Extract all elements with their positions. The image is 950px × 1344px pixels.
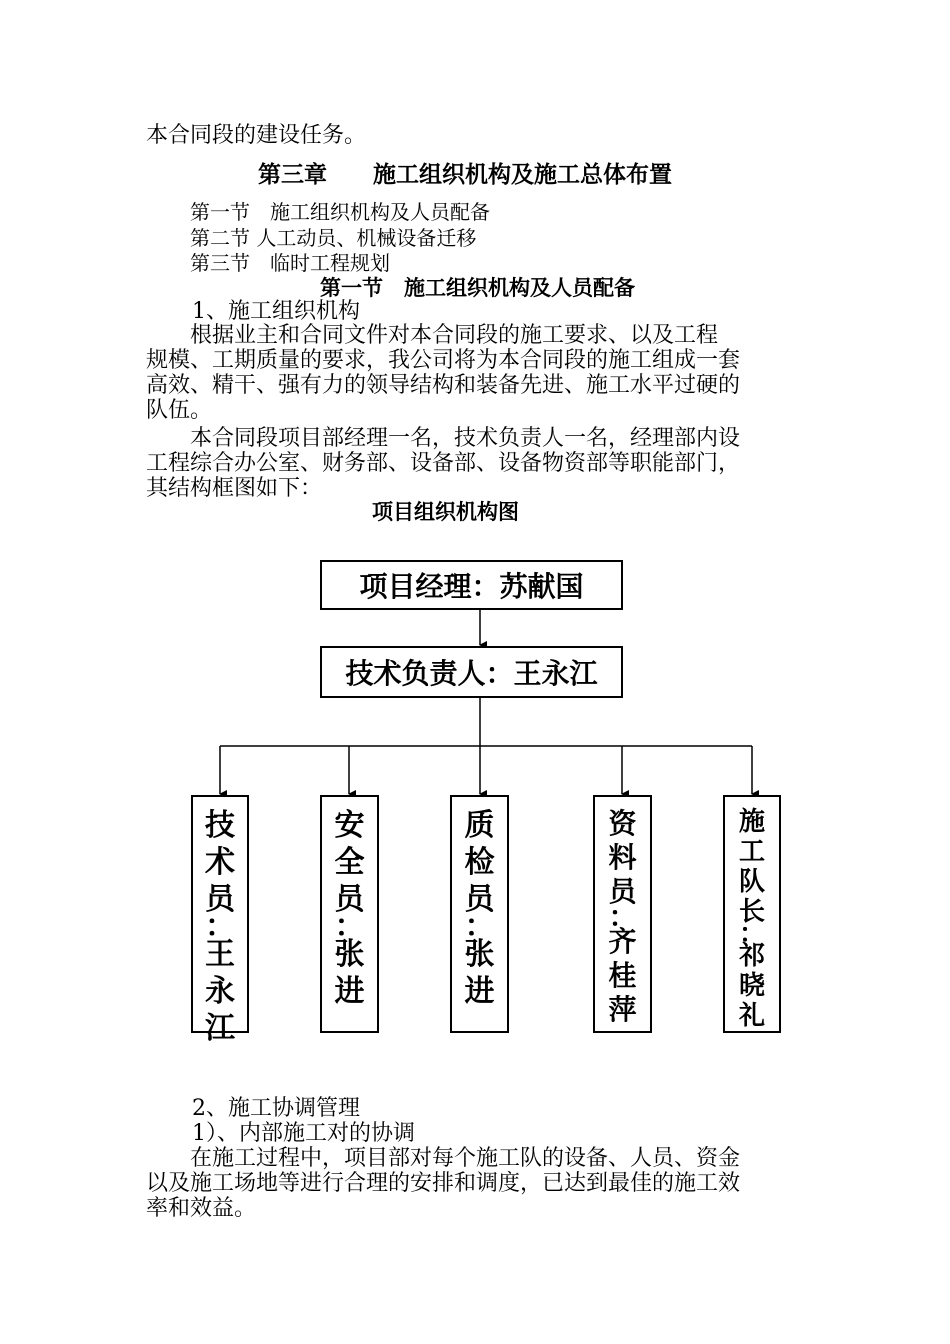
member-box-tech: 技 术 员 ： 王 永 江 <box>191 795 249 1033</box>
member-box-records: 资 料 员 ： 齐 桂 萍 <box>593 795 652 1033</box>
section-heading: 第一节 施工组织机构及人员配备 <box>320 276 635 300</box>
toc-item-2: 第二节 人工动员、机械设备迁移 <box>190 226 477 250</box>
item-heading-1: 1、施工组织机构 <box>192 299 360 324</box>
manager-box: 项目经理：苏献国 <box>320 560 623 610</box>
paragraph-1-line: 高效、精干、强有力的领导结构和装备先进、施工水平过硬的 <box>146 373 741 398</box>
member-box-foreman: 施 工 队 长 ： 祁 晓 礼 <box>723 795 781 1033</box>
paragraph-3-line: 在施工过程中，项目部对每个施工队的设备、人员、资金 <box>146 1146 741 1171</box>
member-box-safety: 安 全 员 ： 张 进 <box>320 795 379 1033</box>
paragraph-1-line: 规模、工期质量的要求，我公司将为本合同段的施工组成一套 <box>146 348 741 373</box>
member-box-quality: 质 检 员 ： 张 进 <box>450 795 509 1033</box>
tech-lead-box: 技术负责人：王永江 <box>320 646 623 698</box>
toc-item-3: 第三节 临时工程规划 <box>190 251 390 275</box>
org-chart-title: 项目组织机构图 <box>372 500 519 524</box>
paragraph-3-line: 以及施工场地等进行合理的安排和调度，已达到最佳的施工效 <box>146 1171 741 1196</box>
item-heading-2: 2、施工协调管理 <box>192 1096 360 1121</box>
paragraph-1-line: 根据业主和合同文件对本合同段的施工要求、以及工程 <box>146 323 719 348</box>
paragraph-3-line: 率和效益。 <box>146 1196 257 1221</box>
sub-heading-1: 1）、内部施工对的协调 <box>192 1121 415 1146</box>
paragraph-1-line: 队伍。 <box>146 398 213 423</box>
intro-line: 本合同段的建设任务。 <box>146 123 367 148</box>
paragraph-2-line: 工程综合办公室、财务部、设备部、设备物资部等职能部门， <box>146 451 741 476</box>
toc-item-1: 第一节 施工组织机构及人员配备 <box>190 200 490 224</box>
paragraph-2-line: 本合同段项目部经理一名，技术负责人一名，经理部内设 <box>146 426 741 451</box>
paragraph-2-line: 其结构框图如下： <box>146 476 323 501</box>
chapter-title: 第三章 施工组织机构及施工总体布置 <box>258 162 672 188</box>
